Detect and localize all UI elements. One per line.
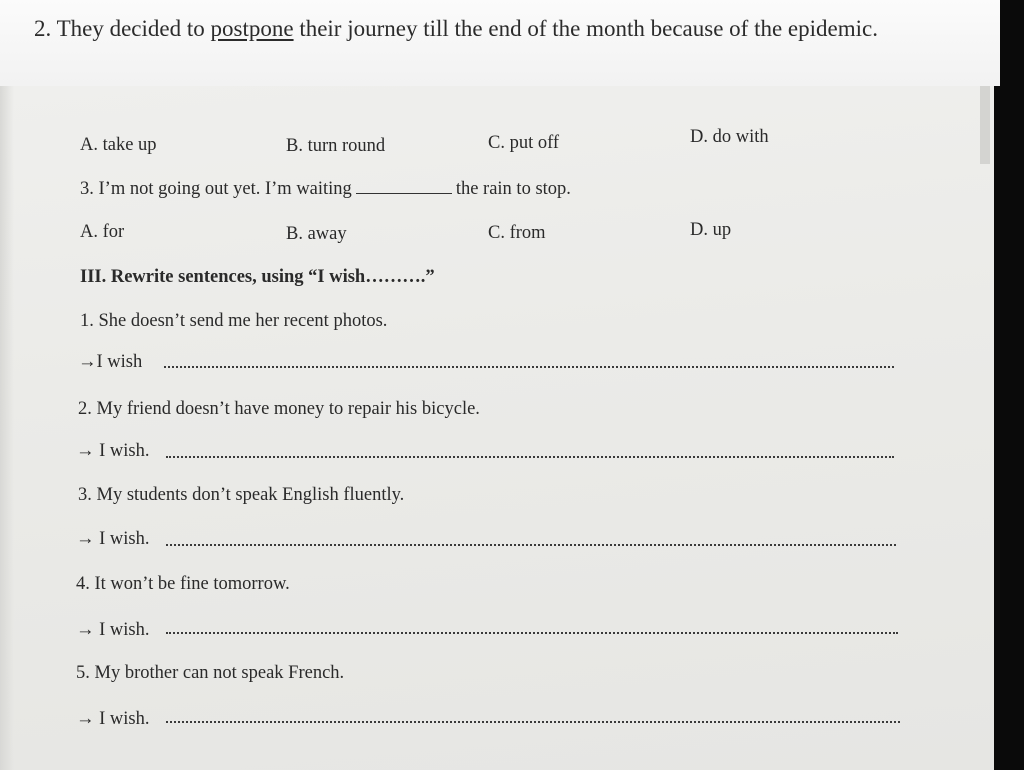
paper-edge [980, 84, 990, 164]
question-3-text [80, 179, 571, 200]
q3-option-a: A. for [80, 222, 125, 242]
answer-line-5 [166, 721, 900, 723]
question-2-underlined-word: postpone [210, 16, 294, 41]
rewrite-sentence-2: 2. My friend doesn’t have money to repair his bicycle. [78, 399, 480, 419]
answer-line-3 [166, 544, 896, 546]
q2-option-c: C. put off [488, 133, 560, 153]
rewrite-sentence-5: 5. My brother can not speak French. [76, 663, 345, 683]
photo-background [994, 0, 1024, 770]
q2-option-a: A. take up [80, 135, 157, 155]
answer-line-1 [164, 366, 894, 368]
question-3-before: 3. I’m not going out yet. I’m waiting [80, 179, 352, 199]
question-2-before: 2. They decided to [34, 16, 211, 41]
q2-option-b: B. turn round [286, 136, 386, 156]
q3-option-c: C. from [488, 223, 546, 243]
rewrite-sentence-4: 4. It won’t be fine tomorrow. [76, 574, 290, 594]
answer-line-2 [166, 456, 894, 458]
question-2-text [34, 16, 878, 42]
question-banner [0, 0, 1000, 86]
rewrite-prompt-5: → I wish. [76, 709, 150, 729]
q2-option-d: D. do with [690, 127, 769, 147]
paper-shadow [0, 86, 14, 770]
question-3-after: the rain to stop. [455, 179, 571, 199]
question-3-blank [356, 193, 452, 194]
rewrite-sentence-3: 3. My students don’t speak English fluently. [78, 485, 405, 505]
q3-option-b: B. away [286, 224, 347, 244]
rewrite-prompt-2: → I wish. [76, 441, 150, 461]
question-2-after: their journey till the end of the month because of the epidemic. [293, 16, 878, 41]
answer-line-4 [166, 632, 898, 634]
q3-option-d: D. up [690, 220, 732, 240]
rewrite-prompt-1: →I wish [78, 352, 143, 372]
rewrite-prompt-4: → I wish. [76, 620, 150, 640]
section-heading: III. Rewrite sentences, using “I wish……….” [80, 267, 435, 287]
rewrite-sentence-1: 1. She doesn’t send me her recent photos. [80, 311, 388, 331]
rewrite-prompt-3: → I wish. [76, 529, 150, 549]
